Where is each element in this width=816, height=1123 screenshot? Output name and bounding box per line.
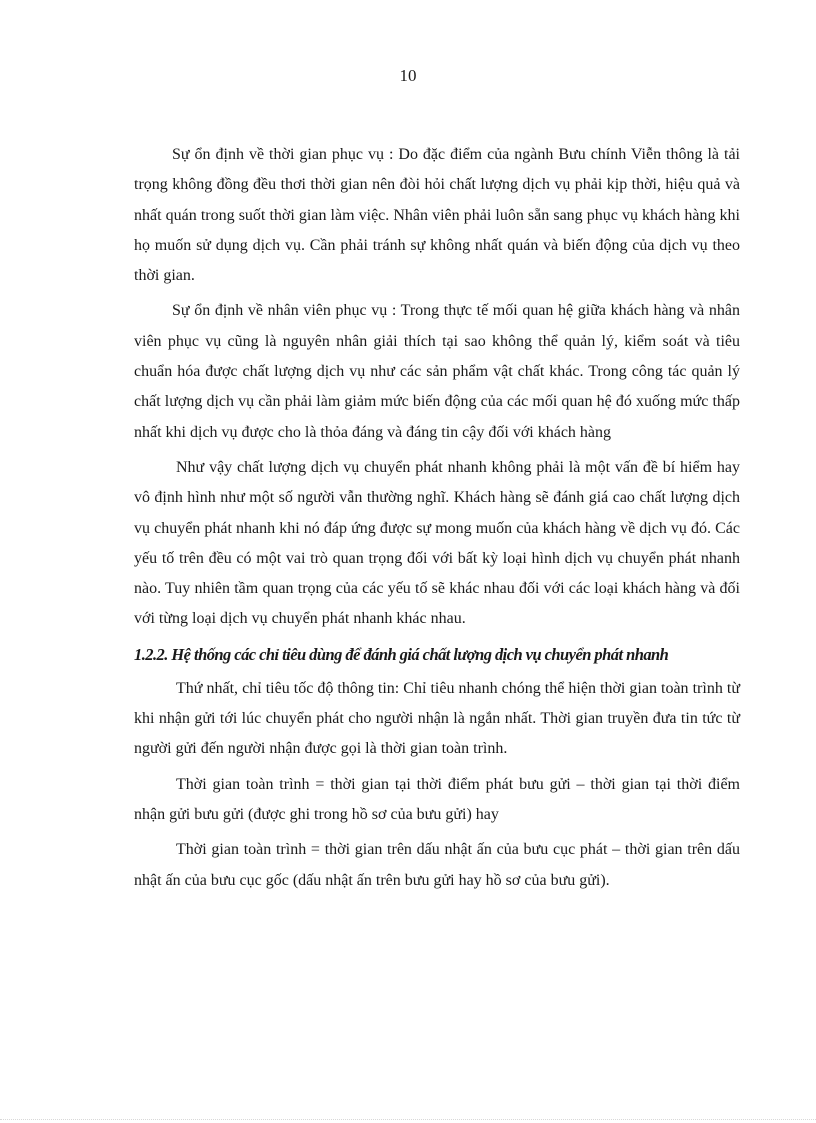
page-number: 10: [399, 66, 417, 85]
paragraph-speed-indicator: Thứ nhất, chỉ tiêu tốc độ thông tin: Chỉ tiêu nhanh chóng thể hiện thời gian toàn trình từ khi nhận gửi tới lúc chuyển phát cho người nhận là ngắn nhất. Thời gian truyền đưa tin tức từ người gửi đến người nhận được gọi là thời gian toàn trình.: [134, 679, 740, 758]
section-heading: 1.2.2. Hệ thống các chỉ tiêu dùng để đánh giá chất lượng dịch vụ chuyển phát nhanh: [134, 644, 669, 664]
paragraph-time-stability: Sự ổn định về thời gian phục vụ : Do đặc điểm của ngành Bưu chính Viễn thông là tải trọng không đồng đều thơi thời gian nên đòi hỏi chất lượng dịch vụ phải kịp thời, hiệu quả và nhất quán trong suốt thời gian làm việc. Nhân viên phải luôn sẵn sang phục vụ khách hàng khi họ muốn sử dụng dịch vụ. Cần phải tránh sự không nhất quán và biến động của dịch vụ theo thời gian.: [134, 146, 740, 285]
paragraph-conclusion: Như vậy chất lượng dịch vụ chuyển phát nhanh không phải là một vấn đề bí hiểm hay vô định hình như một số người vẫn thường nghĩ. Khách hàng sẽ đánh giá cao chất lượng dịch vụ chuyển phát nhanh khi nó đáp ứng được sự mong muốn của khách hàng về dịch vụ đó. Các yếu tố trên đều có một vai trò quan trọng đối với bất kỳ loại hình dịch vụ chuyển phát nhanh nào. Tuy nhiên tầm quan trọng của các yếu tố sẽ khác nhau đối với các loại khách hàng và đối với từng loại dịch vụ chuyển phát nhanh khác nhau.: [134, 458, 740, 628]
paragraph-staff-stability: Sự ổn định về nhân viên phục vụ : Trong thực tế mối quan hệ giữa khách hàng và nhân viên phục vụ cũng là nguyên nhân giải thích tại sao không thể quản lý, kiểm soát và tiêu chuẩn hóa được chất lượng dịch vụ như các sản phẩm vật chất khác. Trong công tác quản lý chất lượng dịch vụ cần phải làm giảm mức biến động của các mối quan hệ đó xuống mức thấp nhất khi dịch vụ được cho là thỏa đáng và đáng tin cậy đối với khách hàng: [134, 302, 740, 441]
page-bottom-border: [0, 1119, 816, 1120]
document-body: [134, 140, 740, 901]
paragraph-formula-1: Thời gian toàn trình = thời gian tại thời điểm phát bưu gửi – thời gian tại thời điểm nhận gửi bưu gửi (được ghi trong hồ sơ của bưu gửi) hay: [134, 775, 740, 823]
paragraph-formula-2: Thời gian toàn trình = thời gian trên dấu nhật ấn của bưu cục phát – thời gian trên dấu nhật ấn của bưu cục gốc (dấu nhật ấn trên bưu gửi hay hồ sơ của bưu gửi).: [134, 841, 740, 889]
